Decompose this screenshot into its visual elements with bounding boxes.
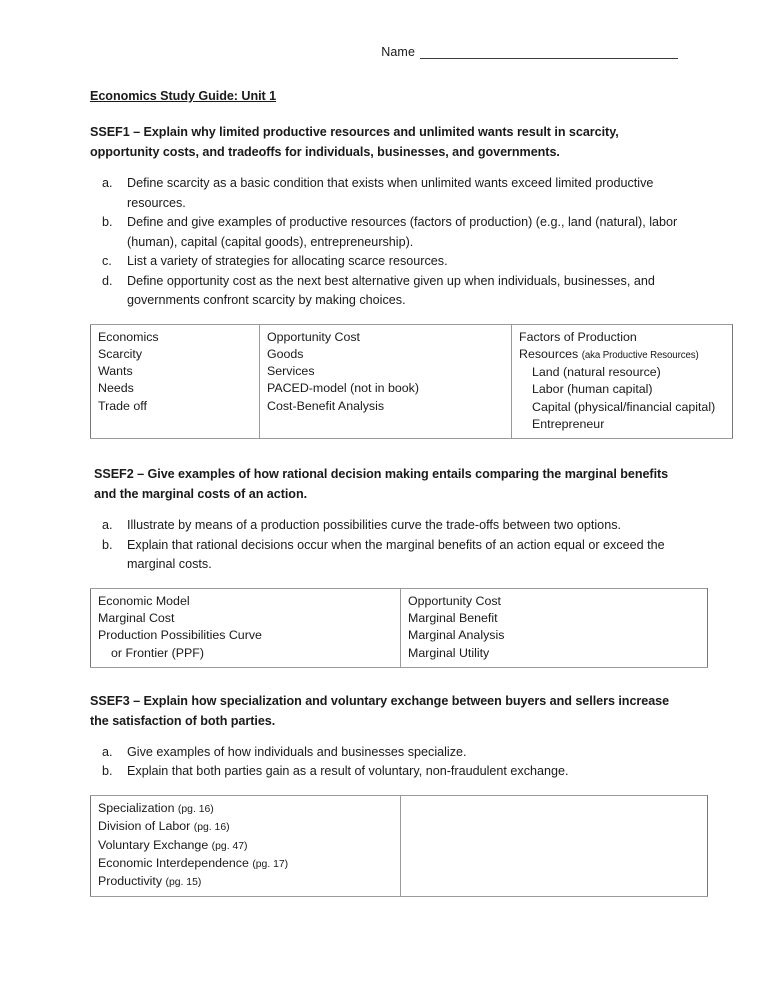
- vocab-page-ref: (pg. 47): [211, 840, 248, 852]
- vocab-table-ssef1: [90, 324, 733, 440]
- vocab-term: [98, 855, 394, 873]
- vocab-term: Needs: [98, 381, 134, 396]
- objective-list-ssef2: [90, 516, 690, 575]
- vocab-term: Scarcity: [98, 346, 143, 361]
- page-title: Economics Study Guide: Unit 1: [90, 89, 277, 103]
- list-item-text: Define opportunity cost as the next best alternative given up when individuals, businesses, and governments confront scarcity by making choices.: [127, 273, 655, 307]
- vocab-term: [98, 837, 394, 855]
- vocab-subterm: or Frontier (PPF): [111, 645, 204, 660]
- vocab-term: [519, 346, 726, 364]
- name-label: Name: [381, 45, 415, 59]
- vocab-term-label: Specialization: [98, 800, 175, 815]
- table-cell-terms-2-empty: [401, 795, 708, 896]
- name-blank-line[interactable]: [420, 58, 678, 59]
- list-item-text: Explain that both parties gain as a result of voluntary, non-fraudulent exchange.: [127, 764, 569, 779]
- vocab-table-ssef3: [90, 795, 708, 897]
- vocab-page-ref: (pg. 17): [252, 858, 289, 870]
- vocab-term: Factors of Production: [519, 329, 637, 344]
- standard-heading-ssef3: SSEF3 – Explain how specialization and voluntary exchange between buyers and sellers increase the satisfaction of both parties.: [90, 693, 670, 728]
- vocab-page-ref: (pg. 15): [165, 877, 202, 889]
- vocab-term: [98, 818, 394, 836]
- table-cell-terms-1: [91, 795, 401, 896]
- vocab-term: Economics: [98, 329, 159, 344]
- list-item-text: Explain that rational decisions occur when the marginal benefits of an action equal or exceed the marginal costs.: [127, 537, 665, 572]
- list-item: [90, 174, 687, 213]
- objective-list-ssef1: [90, 174, 690, 311]
- list-item: [90, 272, 687, 311]
- vocab-subterm: Capital (physical/financial capital): [532, 399, 716, 414]
- vocab-term-label: Economic Interdependence: [98, 855, 249, 870]
- vocab-term: Cost-Benefit Analysis: [267, 398, 385, 413]
- vocab-page-ref: (pg. 16): [193, 822, 230, 834]
- vocab-term: Services: [267, 364, 315, 379]
- table-row: [91, 588, 708, 667]
- list-marker: a.: [102, 518, 113, 533]
- vocab-term: [98, 873, 394, 891]
- list-item: [90, 252, 687, 272]
- table-cell-terms-1: [91, 588, 401, 667]
- list-item-text: List a variety of strategies for allocating scarce resources.: [127, 254, 448, 268]
- list-item-text: Define and give examples of productive resources (factors of production) (e.g., land (natural), labor (human), capital (capital goods), entrepreneurship).: [127, 215, 678, 249]
- vocab-subterm: Entrepreneur: [532, 416, 605, 431]
- table-cell-terms-2: [401, 588, 708, 667]
- vocab-term: [98, 800, 394, 818]
- list-item: [90, 743, 687, 763]
- standard-heading-ssef2: SSEF2 – Give examples of how rational decision making entails comparing the marginal benefits and the marginal costs of an action.: [94, 467, 669, 502]
- table-cell-terms-3: [512, 324, 733, 439]
- list-item: [90, 536, 687, 575]
- vocab-term: Economic Model: [98, 593, 190, 608]
- vocab-term: Marginal Utility: [408, 645, 490, 660]
- list-marker: a.: [102, 744, 113, 759]
- vocab-term-label: Productivity: [98, 874, 163, 889]
- vocab-term-label: Voluntary Exchange: [98, 837, 209, 852]
- list-item: [90, 762, 687, 782]
- vocab-term: Production Possibilities Curve: [98, 628, 262, 643]
- vocab-term-note: (aka Productive Resources): [581, 349, 699, 361]
- list-item-text: Define scarcity as a basic condition that exists when unlimited wants exceed limited productive resources.: [127, 176, 654, 210]
- name-field-row: [90, 44, 678, 60]
- vocab-term-label: Resources: [519, 346, 579, 361]
- vocab-term: Opportunity Cost: [267, 329, 360, 344]
- table-cell-terms-2: [260, 324, 512, 439]
- vocab-term-label: Division of Labor: [98, 819, 191, 834]
- list-marker: b.: [102, 764, 113, 779]
- list-item: [90, 213, 687, 252]
- vocab-term: Goods: [267, 346, 304, 361]
- list-marker: d.: [102, 273, 113, 288]
- table-cell-terms-1: [91, 324, 260, 439]
- vocab-term: Marginal Cost: [98, 611, 175, 626]
- table-row: [91, 324, 733, 439]
- vocab-term: Trade off: [98, 398, 147, 413]
- standard-heading-ssef1: SSEF1 – Explain why limited productive resources and unlimited wants result in scarcity, opportunity costs, and tradeoffs for individuals, businesses, and governments.: [90, 125, 619, 159]
- vocab-term: Marginal Analysis: [408, 628, 505, 643]
- objective-list-ssef3: [90, 743, 690, 782]
- vocab-term: Marginal Benefit: [408, 611, 498, 626]
- vocab-subterm: Labor (human capital): [532, 382, 653, 397]
- vocab-subterm: Land (natural resource): [532, 365, 661, 380]
- section-spacer: [90, 439, 690, 464]
- section-spacer: [90, 668, 690, 691]
- vocab-term: Wants: [98, 364, 133, 379]
- vocab-table-ssef2: [90, 588, 708, 668]
- list-item-text: Give examples of how individuals and businesses specialize.: [127, 744, 467, 759]
- list-marker: b.: [102, 537, 113, 552]
- list-marker: a.: [102, 176, 113, 190]
- vocab-page-ref: (pg. 16): [177, 803, 214, 815]
- list-item: [90, 516, 687, 536]
- list-item-text: Illustrate by means of a production possibilities curve the trade-offs between two options.: [127, 518, 621, 533]
- vocab-term: Opportunity Cost: [408, 593, 501, 608]
- vocab-term: PACED-model (not in book): [267, 381, 419, 396]
- list-marker: c.: [102, 254, 112, 268]
- document-body: [90, 88, 716, 897]
- list-marker: b.: [102, 215, 113, 229]
- table-row: [91, 795, 708, 896]
